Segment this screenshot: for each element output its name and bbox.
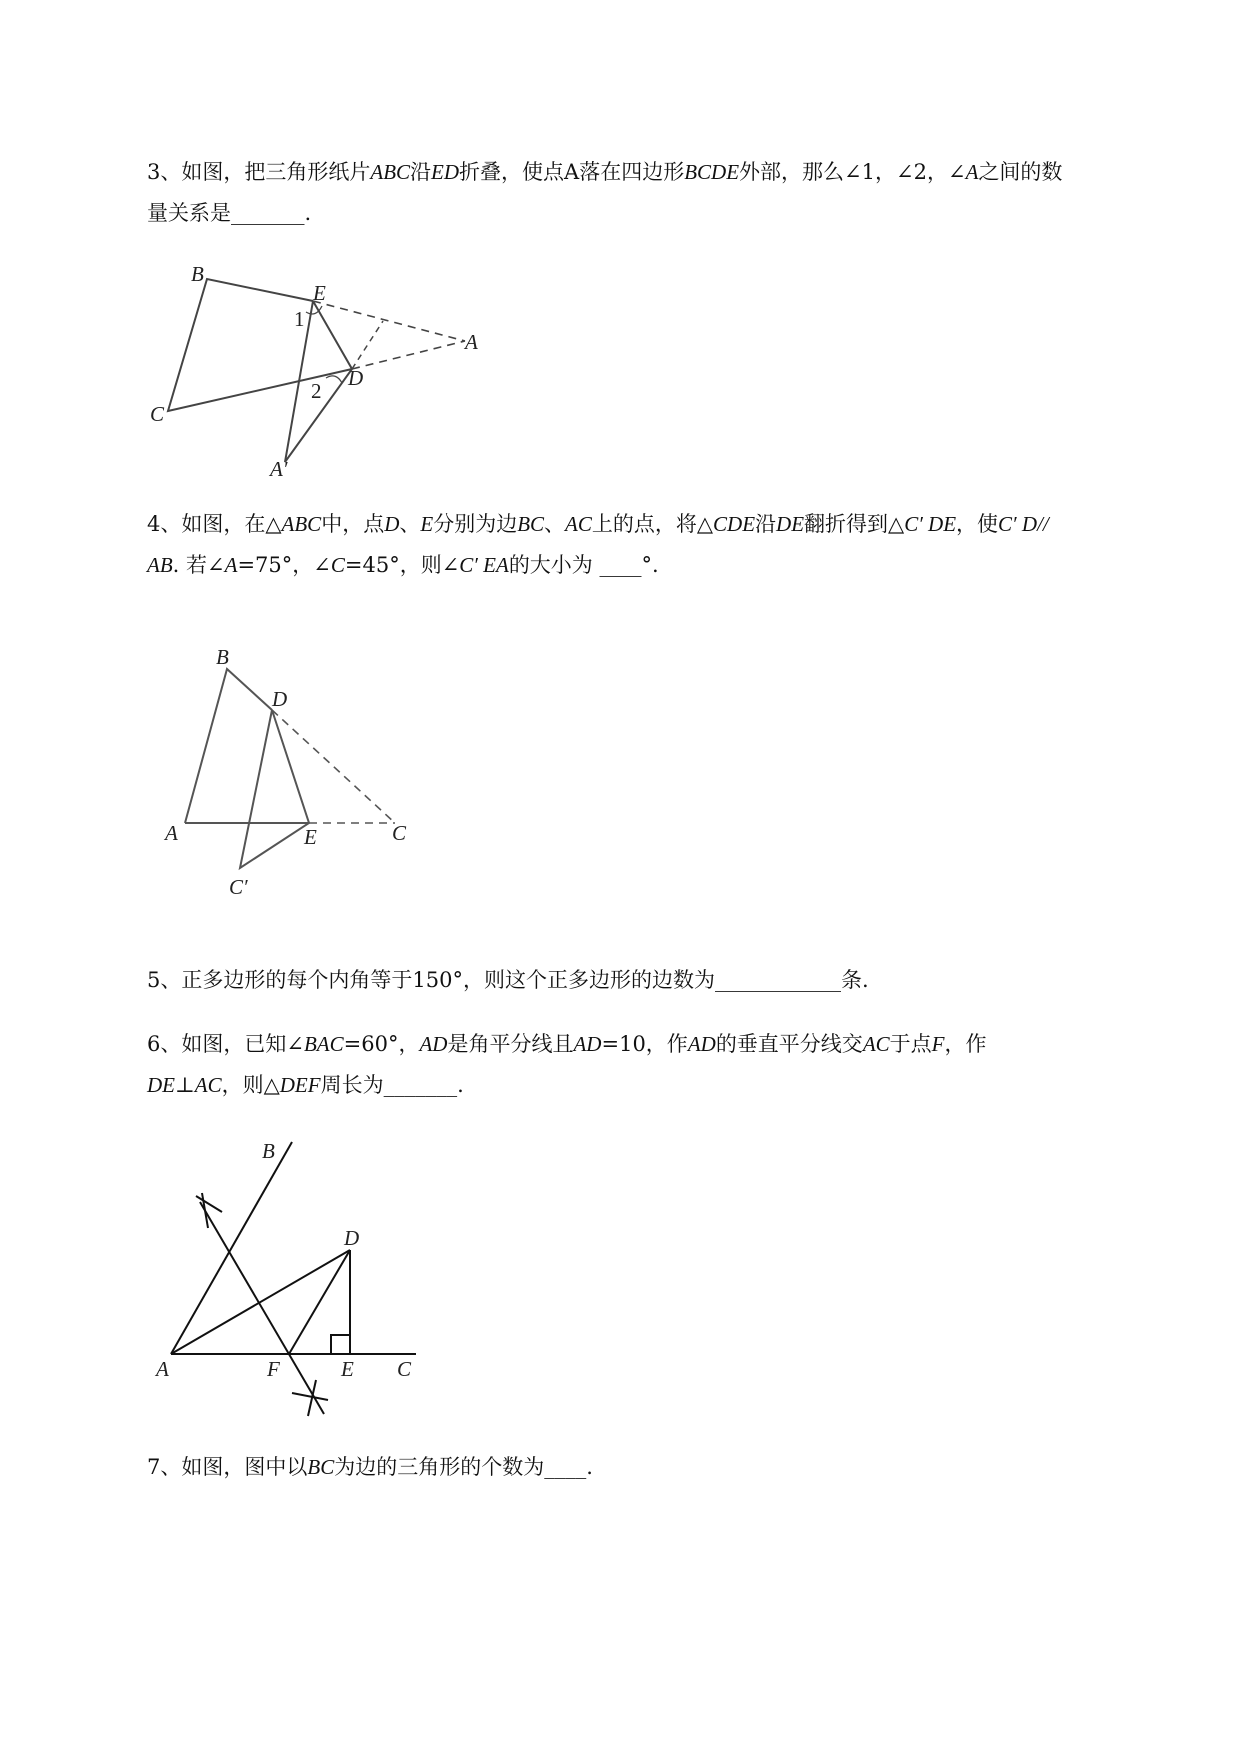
- q7-text: 如图，图中以: [181, 1455, 308, 1479]
- fig6-segment-df: [289, 1250, 350, 1354]
- q3-number: 3、: [147, 160, 182, 184]
- q6-text: 如图，已知∠: [181, 1032, 304, 1056]
- fig4-label-a: A: [165, 821, 178, 845]
- fig4-label-e: E: [304, 825, 317, 849]
- q6-text: =10，作: [601, 1032, 688, 1056]
- q6-segment-ad: AD: [573, 1032, 602, 1056]
- fig4-label-c: C: [392, 821, 407, 845]
- fig3-label-1: 1: [294, 307, 305, 331]
- q6-angle-bac: BAC: [303, 1032, 344, 1056]
- fig3-angle-2-arc: [326, 376, 342, 383]
- fig6-label-b: B: [262, 1139, 275, 1163]
- q6-triangle-def: DEF: [279, 1073, 321, 1097]
- q4-text: 沿: [755, 512, 777, 536]
- q3-text: 沿: [410, 160, 432, 184]
- q4-text: 中，点: [321, 512, 385, 536]
- question-3: [147, 152, 1167, 234]
- fig6-label-a: A: [156, 1357, 169, 1381]
- fig3-dashed-da: [352, 341, 465, 369]
- fig6-label-d: D: [344, 1226, 360, 1250]
- q4-triangle-cprime-de: C′ DE: [904, 512, 957, 536]
- fig3-label-a-prime: A′: [270, 457, 288, 481]
- q4-text: 如图，在△: [181, 512, 282, 536]
- q4-text: . 若∠: [172, 553, 225, 577]
- fig6-label-e: E: [341, 1357, 354, 1381]
- question-7: [147, 1447, 1167, 1488]
- question-6: [147, 1024, 1167, 1106]
- q3-text: 如图，把三角形纸片: [181, 160, 371, 184]
- q3-quad-bcde: BCDE: [684, 160, 740, 184]
- fig3-dashed-segment: [352, 321, 383, 369]
- q4-triangle-abc: ABC: [281, 512, 322, 536]
- q6-segment-ad: AD: [687, 1032, 716, 1056]
- q4-text: 、: [399, 512, 421, 536]
- fig3-dashed-ea: [313, 301, 465, 341]
- q6-segment-ad: AD: [419, 1032, 448, 1056]
- q4-segment-cprime-d: C′ D//: [998, 512, 1049, 536]
- q6-text: =60°，: [343, 1032, 420, 1056]
- figure-q6: [150, 1135, 440, 1420]
- q3-triangle-abc: ABC: [370, 160, 411, 184]
- q6-text: 是角平分线且: [447, 1032, 574, 1056]
- q4-number: 4、: [147, 512, 182, 536]
- q6-number: 6、: [147, 1032, 182, 1056]
- q3-line2: 量关系是_______.: [147, 201, 312, 225]
- fig6-arc-mark-top-2: [202, 1193, 208, 1228]
- fig6-label-f: F: [267, 1357, 280, 1381]
- fig6-ray-ab: [171, 1142, 292, 1354]
- q6-point-f: F: [931, 1032, 945, 1056]
- q4-side-ac: AC: [565, 512, 592, 536]
- fig3-label-b: B: [191, 262, 204, 286]
- q7-side-bc: BC: [307, 1455, 335, 1479]
- q4-angle-cprime-ea: C′ EA: [459, 553, 509, 577]
- fig6-label-c: C: [397, 1357, 412, 1381]
- q7-number: 7、: [147, 1455, 182, 1479]
- q4-angle-c: C: [330, 553, 345, 577]
- q4-point-e: E: [420, 512, 434, 536]
- q4-text: 分别为边: [433, 512, 518, 536]
- fig6-perpendicular-bisector: [200, 1202, 324, 1414]
- q4-text: =75°，∠: [237, 553, 331, 577]
- q4-side-ab: AB: [147, 553, 173, 577]
- figure-q4: [155, 640, 435, 910]
- q6-segment-de: DE: [147, 1073, 175, 1097]
- figure-q3: [140, 255, 500, 485]
- q3-angle-a: A: [965, 160, 979, 184]
- fig4-label-b: B: [216, 645, 229, 669]
- q6-text: ，作: [944, 1032, 987, 1056]
- fig3-label-a: A: [465, 330, 478, 354]
- q6-text: ⊥: [175, 1073, 195, 1097]
- q6-ray-ac: AC: [194, 1073, 222, 1097]
- q6-ray-ac: AC: [862, 1032, 890, 1056]
- q3-text: 折叠，使点A落在四边形: [459, 160, 685, 184]
- q6-text: 于点: [889, 1032, 932, 1056]
- q4-text: =45°，则∠: [344, 553, 460, 577]
- fig4-edge-abde: [185, 669, 272, 823]
- q5-text: 5、正多边形的每个内角等于150°，则这个正多边形的边数为____________条.: [147, 968, 869, 992]
- q3-text: 之间的数: [978, 160, 1063, 184]
- fig3-label-e: E: [313, 281, 326, 305]
- q3-text: 外部，那么∠1，∠2，∠: [739, 160, 966, 184]
- q4-text: 上的点，将△: [591, 512, 714, 536]
- q4-text: 翻折得到△: [804, 512, 905, 536]
- q4-segment-de: DE: [776, 512, 805, 536]
- fig3-label-2: 2: [311, 379, 322, 403]
- fig4-label-d: D: [272, 687, 288, 711]
- q4-text: ，使: [956, 512, 999, 536]
- question-4: [147, 504, 1167, 586]
- q7-text: 为边的三角形的个数为____.: [334, 1455, 593, 1479]
- fig3-label-d: D: [348, 366, 364, 390]
- fig6-bisector-ad: [171, 1250, 350, 1354]
- q3-segment-ed: ED: [431, 160, 460, 184]
- fig6-arc-mark-bottom: [292, 1393, 328, 1400]
- q6-text: 周长为_______.: [320, 1073, 464, 1097]
- fig6-right-angle-mark: [331, 1335, 350, 1354]
- question-5: [147, 960, 1167, 1001]
- q6-text: ，则△: [221, 1073, 280, 1097]
- q4-point-d: D: [384, 512, 400, 536]
- q4-side-bc: BC: [517, 512, 545, 536]
- q4-triangle-cde: CDE: [713, 512, 756, 536]
- fig3-label-c: C: [150, 402, 165, 426]
- q6-text: 的垂直平分线交: [715, 1032, 863, 1056]
- q4-angle-a: A: [224, 553, 238, 577]
- q4-text: 、: [544, 512, 566, 536]
- fig6-arc-mark-top: [196, 1196, 222, 1212]
- fig4-label-c-prime: C′: [229, 875, 248, 899]
- q4-text: 的大小为 ____°.: [508, 553, 659, 577]
